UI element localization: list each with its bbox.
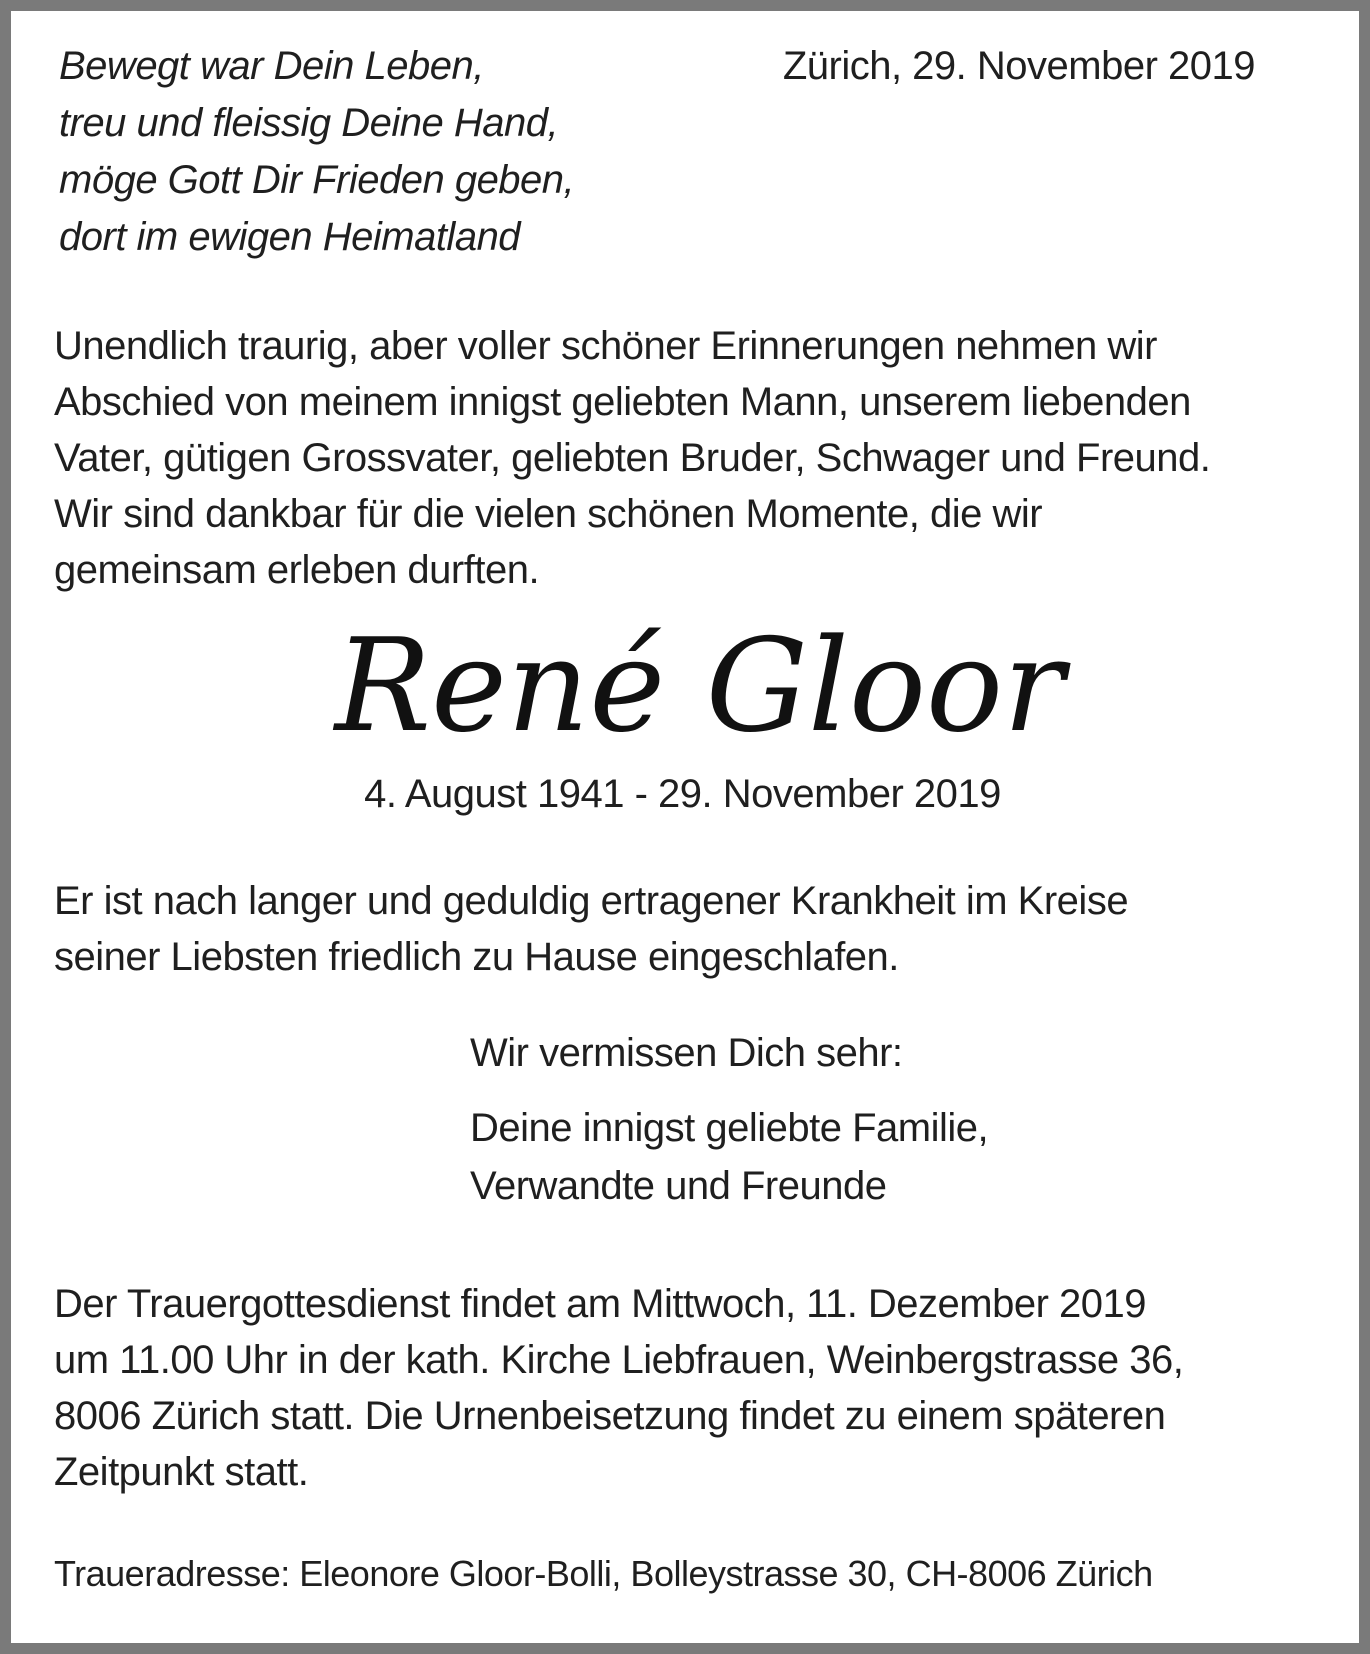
memorial-verse [54, 38, 574, 266]
passing-paragraph [54, 873, 1255, 985]
text-line: Vater, gütigen Grossvater, geliebten Bruder, Schwager und Freund. [54, 436, 1211, 480]
farewell-signature [470, 1099, 1255, 1215]
place-date-line: Zürich, 29. November 2019 [782, 44, 1255, 88]
farewell-block [470, 1025, 1255, 1215]
text-line: Er ist nach langer und geduldig ertragener Krankheit im Kreise [54, 879, 1129, 923]
text-line: möge Gott Dir Frieden geben, [59, 158, 575, 202]
obituary-content [11, 11, 1359, 1643]
text-line: Verwandte und Freunde [470, 1164, 887, 1208]
text-line: Bewegt war Dein Leben, [59, 44, 484, 88]
text-line: 8006 Zürich statt. Die Urnenbeisetzung findet zu einem späteren [54, 1394, 1166, 1438]
text-line: treu und fleissig Deine Hand, [59, 101, 559, 145]
text-line: Abschied von meinem innigst geliebten Mann, unserem liebenden [54, 380, 1191, 424]
text-line: dort im ewigen Heimatland [59, 215, 521, 259]
intro-paragraph [54, 318, 1255, 598]
text-line: Unendlich traurig, aber voller schöner Erinnerungen nehmen wir [54, 324, 1157, 368]
text-line: um 11.00 Uhr in der kath. Kirche Liebfrauen, Weinbergstrasse 36, [54, 1338, 1184, 1382]
text-line: Der Trauergottesdienst findet am Mittwoch, 11. Dezember 2019 [54, 1282, 1147, 1326]
text-line: Wir sind dankbar für die vielen schönen Momente, die wir [54, 492, 1043, 536]
condolence-address-line: Traueradresse: Eleonore Gloor-Bolli, Bolleystrasse 30, CH-8006 Zürich [54, 1553, 1153, 1594]
farewell-heading: Wir vermissen Dich sehr: [470, 1031, 903, 1075]
text-line: gemeinsam erleben durften. [54, 548, 540, 592]
deceased-name: René Gloor [334, 612, 1065, 761]
text-line: seiner Liebsten friedlich zu Hause eingeschlafen. [54, 935, 899, 979]
header-row [54, 38, 1255, 266]
text-line: Deine innigst geliebte Familie, [470, 1106, 989, 1150]
text-line: Zeitpunkt statt. [54, 1450, 309, 1494]
service-paragraph [54, 1276, 1255, 1500]
life-dates: 4. August 1941 - 29. November 2019 [364, 772, 1001, 816]
